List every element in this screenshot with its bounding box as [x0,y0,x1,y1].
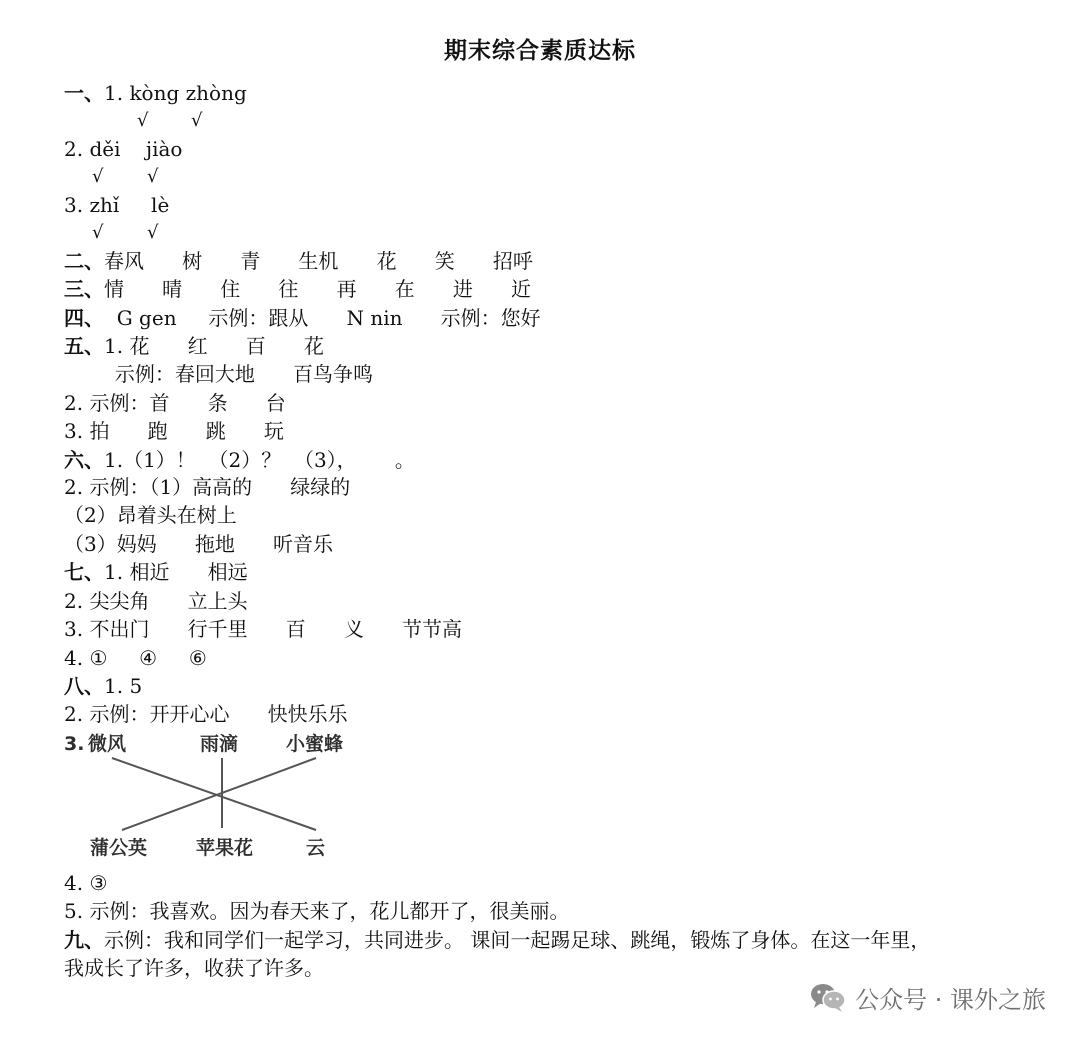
answer-text: 2. 尖尖角 立上头 [64,589,248,613]
answer-line [64,333,324,359]
answer-line [64,701,348,727]
section-number: 九、 [64,928,104,952]
answer-line [64,361,373,387]
answer-line [64,559,248,585]
page-title: 期末综合素质达标 [444,38,636,64]
answer-line [64,136,182,162]
answer-line [64,502,237,528]
check-mark: √ [92,166,104,187]
section-number: 四、 [64,306,104,330]
answer-line [64,955,324,981]
answer-line [64,276,531,302]
answer-line [64,673,142,699]
check-mark: √ [92,222,104,243]
answer-line [64,305,541,331]
section-number: 八、 [64,674,104,698]
answer-line [64,927,930,953]
answer-line [64,531,333,557]
answer-text: （2）昂着头在树上 [64,503,237,527]
section-number: 三、 [64,277,104,301]
answer-text: 情 晴 住 往 再 在 进 近 [104,277,532,301]
match-bottom-1: 蒲公英 [90,837,148,859]
section-number: 七、 [64,560,104,584]
check-mark: √ [191,110,203,131]
check-mark: √ [147,166,159,187]
answer-line [64,474,350,500]
answer-line [64,192,169,218]
section-number: 二、 [64,249,104,273]
answer-text: 2. 示例：开开心心 快快乐乐 [64,702,348,726]
match-top-1: 微风 [88,733,127,755]
answer-text: G gen 示例：跟从 N nin 示例：您好 [104,306,541,330]
answer-line [64,418,284,444]
answer-text: 示例：春回大地 百鸟争鸣 [64,362,374,386]
answer-text: 1. kòng zhòng [104,81,247,105]
answer-text: 3. zhǐ lè [64,193,170,217]
answer-line [64,870,107,896]
section-number: 五、 [64,334,104,358]
watermark [809,980,1046,1014]
wechat-icon [809,981,847,1013]
match-bottom-3: 云 [306,837,326,859]
check-mark: √ [137,110,149,131]
watermark-text: 公众号 · 课外之旅 [855,985,1046,1014]
answer-text: 5. 示例：我喜欢。因为春天来了，花儿都开了，很美丽。 [64,899,570,923]
answer-text: 1. 5 [104,674,143,698]
answer-text: 1.（1）！ （2）？ （3）， 。 [104,448,415,472]
matching-number: 3. [64,733,85,755]
answer-line [64,248,533,274]
answer-text: 1. 相近 相远 [104,560,248,584]
answer-text: 示例：我和同学们一起学习，共同进步。 课间一起踢足球、跳绳，锻炼了身体。在这一年里， [104,928,931,952]
answer-text: 2. děi jiào [64,137,183,161]
answer-text: 4. ③ [64,871,108,895]
answer-text: 2. 示例：（1）高高的 绿绿的 [64,475,351,499]
answer-text: 2. 示例：首 条 台 [64,391,286,415]
answer-line [64,390,286,416]
check-mark: √ [147,222,159,243]
matching-diagram [60,728,380,868]
section-number: 六、 [64,448,104,472]
answer-text: 4. ① ④ ⑥ [64,646,207,670]
answer-line [64,80,247,106]
section-number: 一、 [64,81,104,105]
answer-text: 1. 花 红 百 花 [104,334,324,358]
answer-line [64,898,569,924]
answer-line [64,645,207,671]
answer-line [64,447,415,473]
answer-text: （3）妈妈 拖地 听音乐 [64,532,334,556]
match-top-3: 小蜜蜂 [286,733,344,755]
answer-text: 3. 拍 跑 跳 玩 [64,419,284,443]
answer-text: 我成长了许多，收获了许多。 [64,956,324,980]
match-bottom-2: 苹果花 [196,837,254,859]
answer-text: 3. 不出门 行千里 百 义 节节高 [64,617,463,641]
answer-text: 春风 树 青 生机 花 笑 招呼 [104,249,533,273]
answer-line [64,616,462,642]
match-top-2: 雨滴 [200,733,239,755]
answer-line [64,588,248,614]
